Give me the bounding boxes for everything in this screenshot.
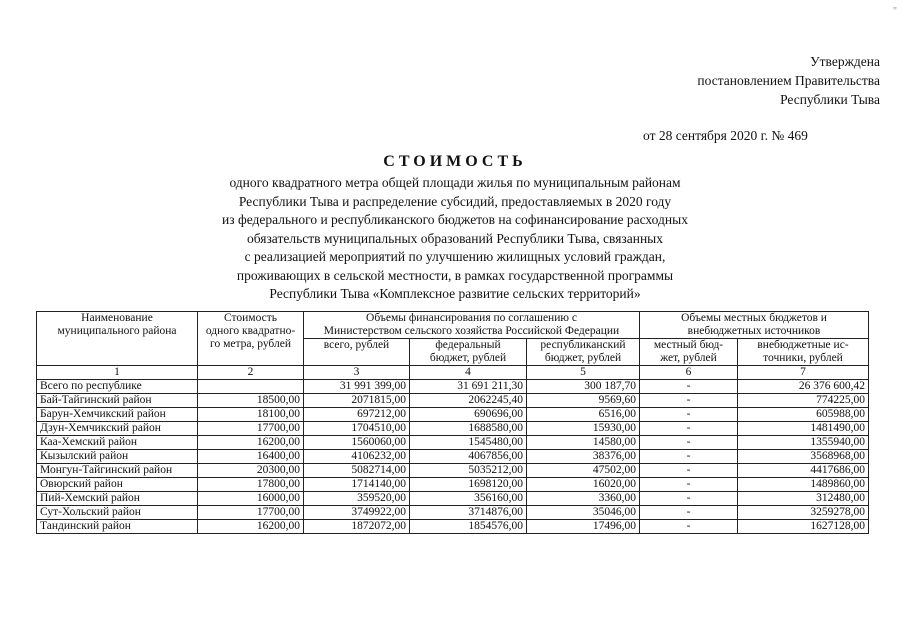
header-cost-line: Стоимость — [224, 312, 277, 324]
total-funding-cell: 3749922,00 — [304, 506, 410, 520]
federal-budget-cell: 3714876,00 — [410, 506, 527, 520]
column-number-row — [37, 366, 869, 380]
total-funding-cell: 31 991 399,00 — [304, 380, 410, 394]
header-cost — [198, 312, 304, 366]
extra-budget-cell: 1355940,00 — [738, 436, 869, 450]
table-row — [37, 464, 869, 478]
subtitle-line: Республики Тыва и распределение субсидий, предоставляемых в 2020 году — [238, 193, 672, 209]
header-local-group-line: Объемы местных бюджетов и — [681, 312, 827, 324]
cost-per-sqm-cell — [198, 380, 304, 394]
approval-line-3: Республики Тыва — [780, 92, 880, 107]
extra-budget-cell: 3259278,00 — [738, 506, 869, 520]
header-rep-line: бюджет, рублей — [544, 352, 622, 364]
total-funding-cell: 359520,00 — [304, 492, 410, 506]
cost-per-sqm-cell: 17700,00 — [198, 506, 304, 520]
corner-mark: " — [892, 6, 897, 17]
subtitle-line: с реализацией мероприятий по улучшению жилищных условий граждан, — [244, 249, 666, 264]
table-body — [37, 380, 869, 534]
cost-per-sqm-cell: 16000,00 — [198, 492, 304, 506]
federal-budget-cell: 1545480,00 — [410, 436, 527, 450]
approval-line-1: Утверждена — [810, 54, 880, 69]
header-name-line: муниципального района — [57, 325, 177, 337]
extra-budget-cell: 4417686,00 — [738, 464, 869, 478]
district-name-cell: Овюрский район — [37, 478, 198, 492]
republic-budget-cell: 6516,00 — [527, 408, 640, 422]
subtitle-line: одного квадратного метра общей площади жилья по муниципальным районам — [229, 175, 681, 190]
local-budget-cell: - — [640, 380, 738, 394]
header-federal-group-line: Министерством сельского хозяйства Российской Федерации — [323, 325, 620, 337]
column-number: 4 — [410, 366, 527, 380]
district-name-cell: Каа-Хемский район — [37, 436, 198, 450]
total-funding-cell: 5082714,00 — [304, 464, 410, 478]
local-budget-cell: - — [640, 492, 738, 506]
total-funding-cell: 4106232,00 — [304, 450, 410, 464]
table-row — [37, 520, 869, 534]
table-row — [37, 408, 869, 422]
document-subtitle — [150, 174, 760, 304]
republic-budget-cell: 17496,00 — [527, 520, 640, 534]
header-local-line: местный бюд- — [653, 339, 724, 351]
republic-budget-cell: 16020,00 — [527, 478, 640, 492]
header-total: всего, рублей — [304, 339, 410, 366]
cost-per-sqm-cell: 16200,00 — [198, 436, 304, 450]
cost-per-sqm-cell: 16400,00 — [198, 450, 304, 464]
cost-per-sqm-cell: 18100,00 — [198, 408, 304, 422]
cost-per-sqm-cell: 17800,00 — [198, 478, 304, 492]
header-cost-line: го метра, рублей — [210, 338, 291, 350]
header-local-group — [640, 312, 869, 339]
title-block — [150, 152, 760, 304]
header-extra-line: внебюджетные ис- — [757, 339, 849, 351]
header-cost-line: одного квадратно- — [205, 325, 296, 337]
table-row — [37, 436, 869, 450]
header-local-group-line: внебюджетных источников — [687, 325, 821, 337]
extra-budget-cell: 774225,00 — [738, 394, 869, 408]
republic-budget-cell: 38376,00 — [527, 450, 640, 464]
subtitle-line: Республики Тыва «Комплексное развитие сельских территорий» — [269, 286, 641, 301]
federal-budget-cell: 2062245,40 — [410, 394, 527, 408]
table-row — [37, 422, 869, 436]
district-name-cell: Монгун-Тайгинский район — [37, 464, 198, 478]
header-local — [640, 339, 738, 366]
republic-budget-cell: 14580,00 — [527, 436, 640, 450]
subtitle-line: проживающих в сельской местности, в рамках государственной программы — [236, 267, 674, 283]
extra-budget-cell: 1489860,00 — [738, 478, 869, 492]
extra-budget-cell: 312480,00 — [738, 492, 869, 506]
district-name-cell: Тандинский район — [37, 520, 198, 534]
republic-budget-cell: 47502,00 — [527, 464, 640, 478]
header-federal-group-line: Объемы финансирования по соглашению с — [366, 312, 577, 324]
table-row — [37, 478, 869, 492]
total-funding-cell: 1714140,00 — [304, 478, 410, 492]
total-row — [37, 380, 869, 394]
local-budget-cell: - — [640, 478, 738, 492]
federal-budget-cell: 5035212,00 — [410, 464, 527, 478]
federal-budget-cell: 1698120,00 — [410, 478, 527, 492]
federal-budget-cell: 31 691 211,30 — [410, 380, 527, 394]
document-title: СТОИМОСТЬ — [383, 153, 527, 170]
district-name-cell: Сут-Хольский район — [37, 506, 198, 520]
header-rep-line: республиканский — [540, 339, 626, 351]
header-name-line: Наименование — [81, 312, 153, 324]
cost-table — [36, 311, 869, 534]
republic-budget-cell: 3360,00 — [527, 492, 640, 506]
federal-budget-cell: 4067856,00 — [410, 450, 527, 464]
local-budget-cell: - — [640, 408, 738, 422]
total-funding-cell: 697212,00 — [304, 408, 410, 422]
district-name-cell: Барун-Хемчикский район — [37, 408, 198, 422]
total-funding-cell: 1704510,00 — [304, 422, 410, 436]
table-row — [37, 506, 869, 520]
local-budget-cell: - — [640, 450, 738, 464]
cost-per-sqm-cell: 16200,00 — [198, 520, 304, 534]
federal-budget-cell: 1854576,00 — [410, 520, 527, 534]
header-name — [37, 312, 198, 366]
local-budget-cell: - — [640, 394, 738, 408]
approval-block — [600, 52, 880, 145]
local-budget-cell: - — [640, 436, 738, 450]
district-name-cell: Бай-Тайгинский район — [37, 394, 198, 408]
extra-budget-cell: 605988,00 — [738, 408, 869, 422]
federal-budget-cell: 690696,00 — [410, 408, 527, 422]
table-row — [37, 394, 869, 408]
republic-budget-cell: 300 187,70 — [527, 380, 640, 394]
local-budget-cell: - — [640, 464, 738, 478]
cost-per-sqm-cell: 20300,00 — [198, 464, 304, 478]
republic-budget-cell: 35046,00 — [527, 506, 640, 520]
extra-budget-cell: 3568968,00 — [738, 450, 869, 464]
local-budget-cell: - — [640, 520, 738, 534]
header-rep — [527, 339, 640, 366]
extra-budget-cell: 1627128,00 — [738, 520, 869, 534]
column-number: 1 — [37, 366, 198, 380]
header-federal-group — [304, 312, 640, 339]
column-number: 2 — [198, 366, 304, 380]
local-budget-cell: - — [640, 422, 738, 436]
cost-per-sqm-cell: 17700,00 — [198, 422, 304, 436]
header-fed-line: бюджет, рублей — [429, 352, 507, 364]
header-extra-line: точники, рублей — [763, 352, 843, 364]
total-funding-cell: 1560060,00 — [304, 436, 410, 450]
cost-per-sqm-cell: 18500,00 — [198, 394, 304, 408]
subtitle-line: обязательств муниципальных образований Республики Тыва, связанных — [246, 230, 663, 246]
subtitle-line: из федерального и республиканского бюджетов на софинансирование расходных — [222, 212, 688, 227]
column-number: 3 — [304, 366, 410, 380]
federal-budget-cell: 356160,00 — [410, 492, 527, 506]
district-name-cell: Пий-Хемский район — [37, 492, 198, 506]
approval-line-2: постановлением Правительства — [697, 73, 880, 88]
republic-budget-cell: 15930,00 — [527, 422, 640, 436]
column-number: 6 — [640, 366, 738, 380]
district-name-cell: Дзун-Хемчикский район — [37, 422, 198, 436]
district-name-cell: Всего по республике — [37, 380, 198, 394]
column-number: 5 — [527, 366, 640, 380]
federal-budget-cell: 1688580,00 — [410, 422, 527, 436]
extra-budget-cell: 1481490,00 — [738, 422, 869, 436]
table-row — [37, 492, 869, 506]
column-number: 7 — [738, 366, 869, 380]
header-local-line: жет, рублей — [660, 352, 717, 364]
total-funding-cell: 2071815,00 — [304, 394, 410, 408]
district-name-cell: Кызылский район — [37, 450, 198, 464]
local-budget-cell: - — [640, 506, 738, 520]
header-extra — [738, 339, 869, 366]
header-fed — [410, 339, 527, 366]
extra-budget-cell: 26 376 600,42 — [738, 380, 869, 394]
header-fed-line: федеральный — [435, 339, 501, 351]
approval-date: от 28 сентября 2020 г. № 469 — [643, 128, 808, 143]
table-row — [37, 450, 869, 464]
total-funding-cell: 1872072,00 — [304, 520, 410, 534]
republic-budget-cell: 9569,60 — [527, 394, 640, 408]
